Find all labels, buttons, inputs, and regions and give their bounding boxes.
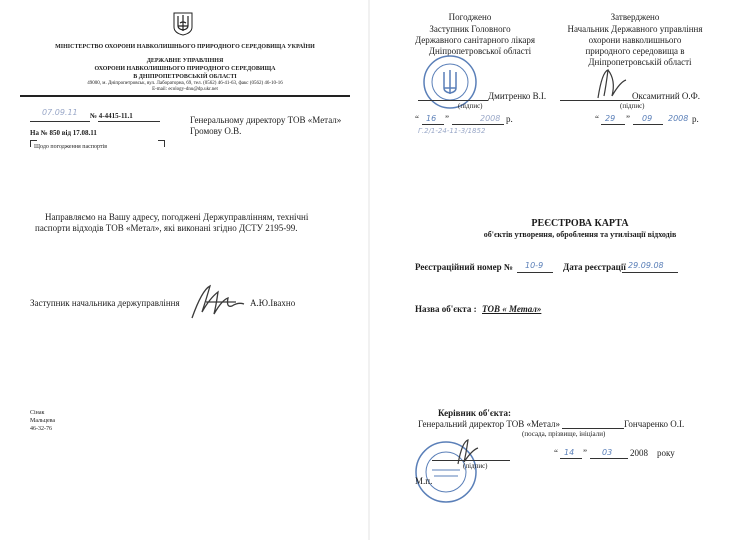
head-date-year-suffix: року bbox=[657, 448, 675, 458]
agreed-line1: Заступник Головного bbox=[429, 24, 511, 34]
reg-date-line bbox=[622, 272, 678, 273]
outgoing-number-line bbox=[98, 121, 160, 122]
agreed-label: Погоджено bbox=[448, 12, 492, 22]
addressee-line1: Генеральному директору ТОВ «Метал» bbox=[190, 115, 342, 125]
head-position: Генеральний директор ТОВ «Метал» bbox=[418, 419, 561, 429]
agreed-date-day-line bbox=[422, 124, 444, 125]
agreed-date-open-quote: “ bbox=[415, 114, 419, 124]
agreed-date-close-quote: ” bbox=[445, 114, 449, 124]
executor-line2: Мальцева bbox=[30, 418, 56, 424]
reply-reference: На № 850 від 17.08.11 bbox=[30, 129, 97, 137]
approved-name: Оксамитний О.Ф. bbox=[632, 91, 701, 101]
cover-letter-page bbox=[0, 0, 368, 540]
object-name-label: Назва об'єкта : bbox=[415, 304, 477, 314]
reg-number-line bbox=[517, 272, 553, 273]
head-signature-line bbox=[432, 460, 510, 461]
agreed-handwritten-number: Г.2/1-24-11-3/1852 bbox=[418, 127, 486, 135]
approved-date-year: 2008 bbox=[668, 114, 689, 123]
approved-line3: природного середовища в bbox=[585, 46, 685, 56]
head-label: Керівник об'єкта: bbox=[438, 408, 511, 418]
signature-oksamytnyi bbox=[592, 66, 632, 102]
outgoing-date-line bbox=[30, 121, 90, 122]
approved-date-open-quote: “ bbox=[595, 114, 599, 124]
ministry-name: МІНІСТЕРСТВО ОХОРОНИ НАВКОЛИШНЬОГО ПРИРОДНОГО СЕРЕДОВИЩА УКРАЇНИ bbox=[55, 44, 315, 50]
reg-number-value: 10-9 bbox=[525, 261, 544, 270]
agreed-date-month-line bbox=[452, 124, 504, 125]
approved-line4: Дніпропетровській області bbox=[588, 57, 692, 67]
approved-date-day-line bbox=[601, 124, 625, 125]
approved-date-year-suffix: р. bbox=[692, 114, 699, 124]
approved-signature-line bbox=[560, 100, 640, 101]
outgoing-number: № 4-4415-11.1 bbox=[90, 112, 133, 120]
agreed-date-year-suffix: р. bbox=[506, 114, 513, 124]
head-date-month-line bbox=[590, 458, 628, 459]
signer-name: А.Ю.Івахно bbox=[250, 298, 296, 308]
approved-line1: Начальник Державного управління bbox=[567, 24, 703, 34]
addressee-line2: Громову О.В. bbox=[190, 126, 242, 136]
approved-signature-caption: (підпис) bbox=[620, 102, 645, 110]
head-caption: (посада, прізвище, ініціали) bbox=[522, 430, 606, 438]
registry-card-page bbox=[370, 0, 740, 540]
signature-ivakhno bbox=[188, 282, 252, 324]
dept-name-line3: В ДНІПРОПЕТРОВСЬКІЙ ОБЛАСТІ bbox=[133, 74, 237, 80]
head-date-close-quote: ” bbox=[583, 448, 587, 458]
agreed-line3: Дніпропетровської області bbox=[428, 46, 532, 56]
executor-phone: 46-32-76 bbox=[30, 426, 52, 432]
head-name: Гончаренко О.І. bbox=[624, 419, 685, 429]
approved-line2: охорони навколишнього bbox=[588, 35, 682, 45]
reg-date-label: Дата реєстрації bbox=[563, 262, 626, 272]
letterhead-rule bbox=[20, 95, 350, 97]
dept-name-line2: ОХОРОНИ НАВКОЛИШНЬОГО ПРИРОДНОГО СЕРЕДОВИЩА bbox=[94, 66, 276, 72]
head-date-day-line bbox=[560, 458, 582, 459]
head-date-day: 14 bbox=[564, 448, 575, 457]
approved-label: Затверджено bbox=[610, 12, 660, 22]
seal-place-label: М.п. bbox=[415, 476, 433, 486]
letterhead-address: 49000, м. Дніпропетровськ, вул. Лабораторна, 69, тел. (0562) 46-41-63, факс (0562) 46-10-16 bbox=[87, 81, 283, 86]
head-signature-caption: (підпис) bbox=[463, 462, 488, 470]
letterhead-email: E-mail: ecology-dnu@dp.ukr.net bbox=[152, 87, 218, 92]
coat-of-arms-icon bbox=[173, 12, 193, 36]
dept-name-line1: ДЕРЖАВНЕ УПРАВЛІННЯ bbox=[146, 58, 224, 64]
agreed-line2: Державного санітарного лікаря bbox=[414, 35, 536, 45]
agreed-signature-caption: (підпис) bbox=[458, 102, 483, 110]
head-position-line bbox=[562, 428, 624, 429]
approved-date-close-quote: ” bbox=[626, 114, 630, 124]
head-date-open-quote: “ bbox=[554, 448, 558, 458]
agreed-name: Дмитренко В.І. bbox=[488, 91, 547, 101]
registry-card-subtitle: об'єктів утворення, оброблення та утилізації відходів bbox=[483, 230, 677, 239]
agreed-date-day: 16 bbox=[426, 114, 437, 123]
object-name-value: ТОВ « Метал» bbox=[482, 304, 542, 314]
body-line2: паспорти відходів ТОВ «Метал», які виконані згідно ДСТУ 2195-99. bbox=[35, 223, 298, 233]
approved-date-month-line bbox=[633, 124, 663, 125]
head-date-year: 2008 bbox=[630, 448, 648, 458]
executor-line1: Сінак bbox=[30, 410, 45, 416]
outgoing-date-handwritten: 07.09.11 bbox=[42, 108, 78, 117]
agreed-signature-line bbox=[418, 100, 488, 101]
subject-line: Щодо погодження паспортів bbox=[34, 144, 108, 150]
reg-date-value: 29.09.08 bbox=[628, 261, 664, 270]
approved-date-day: 29 bbox=[605, 114, 616, 123]
signer-title: Заступник начальника держуправління bbox=[30, 298, 180, 308]
agreed-date-year: 2008 bbox=[480, 114, 501, 123]
body-line1: Направляємо на Вашу адресу, погоджені Держуправлінням, технічні bbox=[45, 212, 309, 222]
reg-number-label: Реєстраційний номер № bbox=[415, 262, 513, 272]
registry-card-title: РЕЄСТРОВА КАРТА bbox=[531, 218, 629, 229]
approved-date-month: 09 bbox=[642, 114, 653, 123]
subject-bracket-right bbox=[158, 140, 165, 147]
head-date-month: 03 bbox=[602, 448, 613, 457]
